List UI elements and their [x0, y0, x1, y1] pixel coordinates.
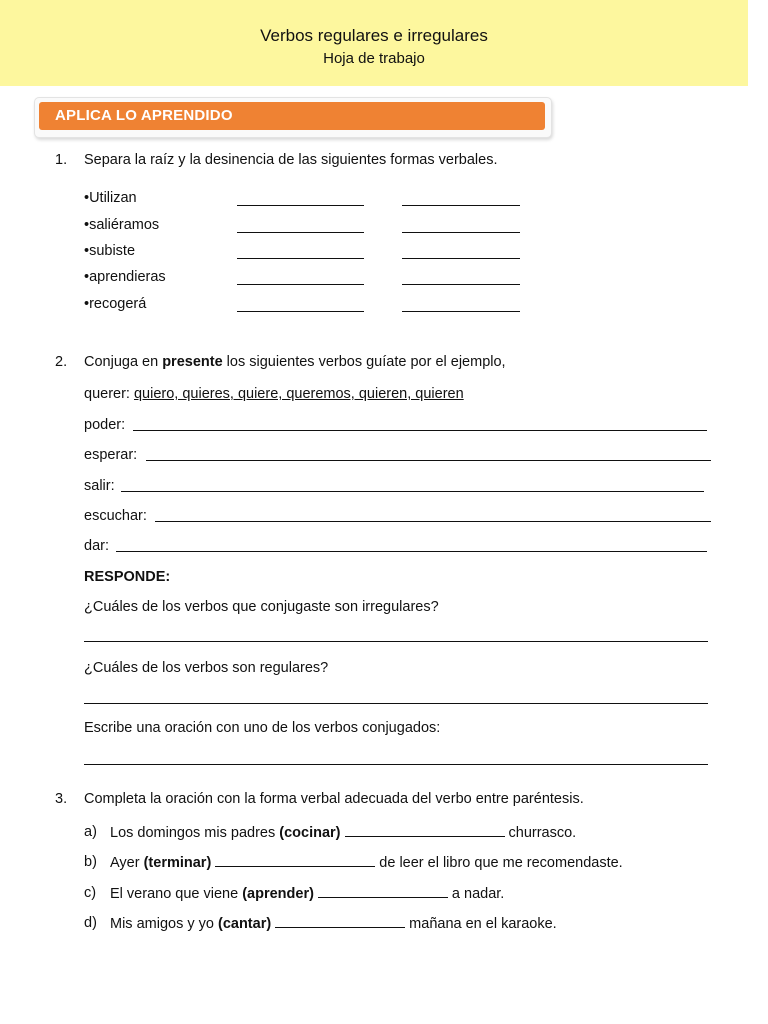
sentence-item: [110, 914, 557, 933]
verb-form: recogerá: [89, 296, 147, 312]
sentence-end: churrasco.: [508, 825, 577, 841]
item-letter: c): [84, 885, 97, 901]
answer-blank[interactable]: [84, 641, 708, 642]
bullet: •: [84, 217, 90, 233]
section-banner: [34, 97, 552, 138]
verb-in-parentheses: (cantar): [217, 916, 272, 932]
verb-in-parentheses: (terminar): [143, 855, 212, 871]
question-sentence: Escribe una oración con uno de los verbos conjugados:: [84, 720, 441, 736]
responde-heading: RESPONDE:: [84, 569, 171, 585]
item-letter: b): [84, 854, 97, 870]
question-regular: ¿Cuáles de los verbos son regulares?: [84, 660, 329, 676]
example-verb-label: querer:: [84, 386, 130, 402]
sentence-start: Ayer: [110, 855, 144, 871]
sentence-start: Los domingos mis padres: [110, 825, 280, 841]
exercise-1-instruction: Separa la raíz y la desinencia de las siguientes formas verbales.: [84, 152, 498, 168]
verb-row-esperar: [84, 446, 137, 464]
item-letter: a): [84, 824, 97, 840]
conjugation-blank[interactable]: [116, 551, 707, 552]
verb-row-escuchar: [84, 507, 147, 525]
list-item: [84, 268, 166, 286]
instruction-text: los siguientes verbos guíate por el ejemplo,: [222, 354, 506, 370]
conjugation-blank[interactable]: [146, 460, 711, 461]
verb-row-dar: [84, 537, 109, 555]
sentence-end: a nadar.: [451, 886, 505, 902]
sentence-start: Mis amigos y yo: [110, 916, 218, 932]
section-banner-label: APLICA LO APRENDIDO: [39, 102, 545, 130]
exercise-2-number: 2.: [55, 354, 68, 370]
list-item: [84, 242, 135, 260]
sentence-item: [110, 884, 504, 903]
sentence-start: El verano que viene: [110, 886, 243, 902]
verb-label: salir:: [84, 478, 115, 494]
exercise-2-instruction: [84, 353, 506, 371]
list-item: [84, 216, 159, 234]
exercise-3-instruction: Completa la oración con la forma verbal adecuada del verbo entre paréntesis.: [84, 791, 584, 807]
sentence-end: mañana en el karaoke.: [409, 916, 557, 932]
verb-in-parentheses: (cocinar): [279, 825, 341, 841]
bullet: •: [84, 296, 90, 312]
example-row: [84, 385, 464, 403]
sentence-end: de leer el libro que me recomendaste.: [379, 855, 623, 871]
root-blank[interactable]: [237, 284, 364, 285]
verb-form: Utilizan: [89, 190, 137, 206]
verb-form: saliéramos: [89, 217, 160, 233]
question-irregular: ¿Cuáles de los verbos que conjugaste son irregulares?: [84, 599, 439, 615]
exercise-1-number: 1.: [55, 152, 68, 168]
page-subtitle: Hoja de trabajo: [323, 50, 425, 67]
root-blank[interactable]: [237, 311, 364, 312]
ending-blank[interactable]: [402, 232, 520, 233]
item-letter: d): [84, 915, 97, 931]
root-blank[interactable]: [237, 258, 364, 259]
verb-row-poder: [84, 416, 125, 434]
bullet: •: [84, 190, 90, 206]
root-blank[interactable]: [237, 205, 364, 206]
verb-in-parentheses: (aprender): [242, 886, 314, 902]
verb-blank[interactable]: [345, 823, 505, 837]
example-conjugation: quiero, quieres, quiere, queremos, quieren, quieren: [133, 386, 464, 402]
list-item: [84, 295, 146, 313]
verb-blank[interactable]: [318, 884, 448, 898]
list-item: [84, 189, 137, 207]
ending-blank[interactable]: [402, 205, 520, 206]
conjugation-blank[interactable]: [133, 430, 707, 431]
verb-label: dar:: [84, 538, 109, 554]
instruction-text: Conjuga en: [84, 354, 163, 370]
verb-form: subiste: [89, 243, 136, 259]
answer-blank[interactable]: [84, 703, 708, 704]
sentence-item: [110, 853, 623, 872]
ending-blank[interactable]: [402, 258, 520, 259]
verb-label: poder:: [84, 417, 126, 433]
worksheet-header: [0, 0, 748, 86]
exercise-3-number: 3.: [55, 791, 68, 807]
verb-row-salir: [84, 477, 115, 495]
verb-label: esperar:: [84, 447, 138, 463]
verb-blank[interactable]: [275, 914, 405, 928]
bullet: •: [84, 269, 90, 285]
verb-form: aprendieras: [89, 269, 166, 285]
bullet: •: [84, 243, 90, 259]
conjugation-blank[interactable]: [155, 521, 711, 522]
instruction-emphasis: presente: [162, 354, 223, 370]
root-blank[interactable]: [237, 232, 364, 233]
ending-blank[interactable]: [402, 311, 520, 312]
conjugation-blank[interactable]: [121, 491, 704, 492]
answer-blank[interactable]: [84, 764, 708, 765]
page-title: Verbos regulares e irregulares: [260, 26, 488, 45]
ending-blank[interactable]: [402, 284, 520, 285]
verb-label: escuchar:: [84, 508, 147, 524]
verb-blank[interactable]: [215, 853, 375, 867]
sentence-item: [110, 823, 576, 842]
